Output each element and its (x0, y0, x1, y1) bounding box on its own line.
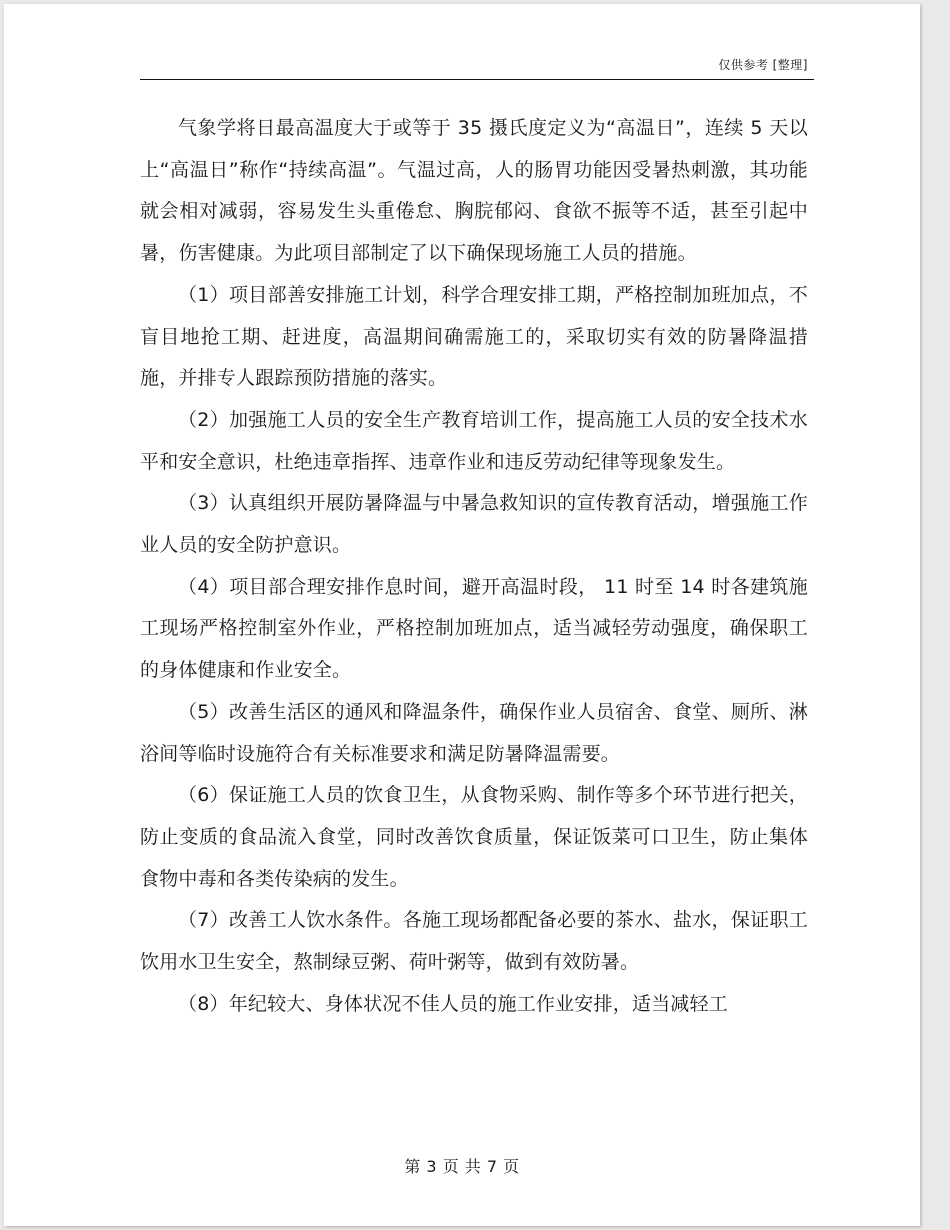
paragraph-intro: 气象学将日最高温度大于或等于 35 摄氏度定义为“高温日”，连续 5 天以上“高温日”称作“持续高温”。气温过高，人的肠胃功能因受暑热刺激，其功能就会相对减弱，容易发生头重倦怠、胸脘郁闷、食欲不振等不适，甚至引起中暑，伤害健康。为此项目部制定了以下确保现场施工人员的措施。 (140, 117, 808, 265)
paragraph-item-8: （8）年纪较大、身体状况不佳人员的施工作业安排，适当减轻工 (178, 992, 728, 1015)
header-rule (140, 79, 814, 80)
paragraph-item-1: （1）项目部善安排施工计划，科学合理安排工期，严格控制加班加点，不盲目地抢工期、赶进度，高温期间确需施工的，采取切实有效的防暑降温措施，并排专人跟踪预防措施的落实。 (140, 283, 808, 390)
header-label: 仅供参考 [整理] (718, 58, 808, 72)
paragraph-item-7: （7）改善工人饮水条件。各施工现场都配备必要的茶水、盐水，保证职工饮用水卫生安全，熬制绿豆粥、荷叶粥等，做到有效防暑。 (140, 909, 808, 974)
paragraph-item-5: （5）改善生活区的通风和降温条件，确保作业人员宿舍、食堂、厕所、淋浴间等临时设施符合有关标准要求和满足防暑降温需要。 (140, 700, 808, 765)
paragraph-item-2: （2）加强施工人员的安全生产教育培训工作，提高施工人员的安全技术水平和安全意识，杜绝违章指挥、违章作业和违反劳动纪律等现象发生。 (140, 408, 808, 473)
page-number: 第 3 页 共 7 页 (404, 1157, 520, 1176)
paragraph-item-3: （3）认真组织开展防暑降温与中暑急救知识的宣传教育活动，增强施工作业人员的安全防护意识。 (140, 492, 808, 557)
paragraph-item-6: （6）保证施工人员的饮食卫生，从食物采购、制作等多个环节进行把关，防止变质的食品流入食堂，同时改善饮食质量，保证饭菜可口卫生，防止集体食物中毒和各类传染病的发生。 (140, 784, 808, 890)
document-body (140, 108, 808, 1025)
document-page (4, 4, 920, 1226)
paragraph-item-4: （4）项目部合理安排作息时间，避开高温时段， 11 时至 14 时各建筑施工现场严格控制室外作业，严格控制加班加点，适当减轻劳动强度，确保职工的身体健康和作业安全。 (140, 575, 808, 682)
